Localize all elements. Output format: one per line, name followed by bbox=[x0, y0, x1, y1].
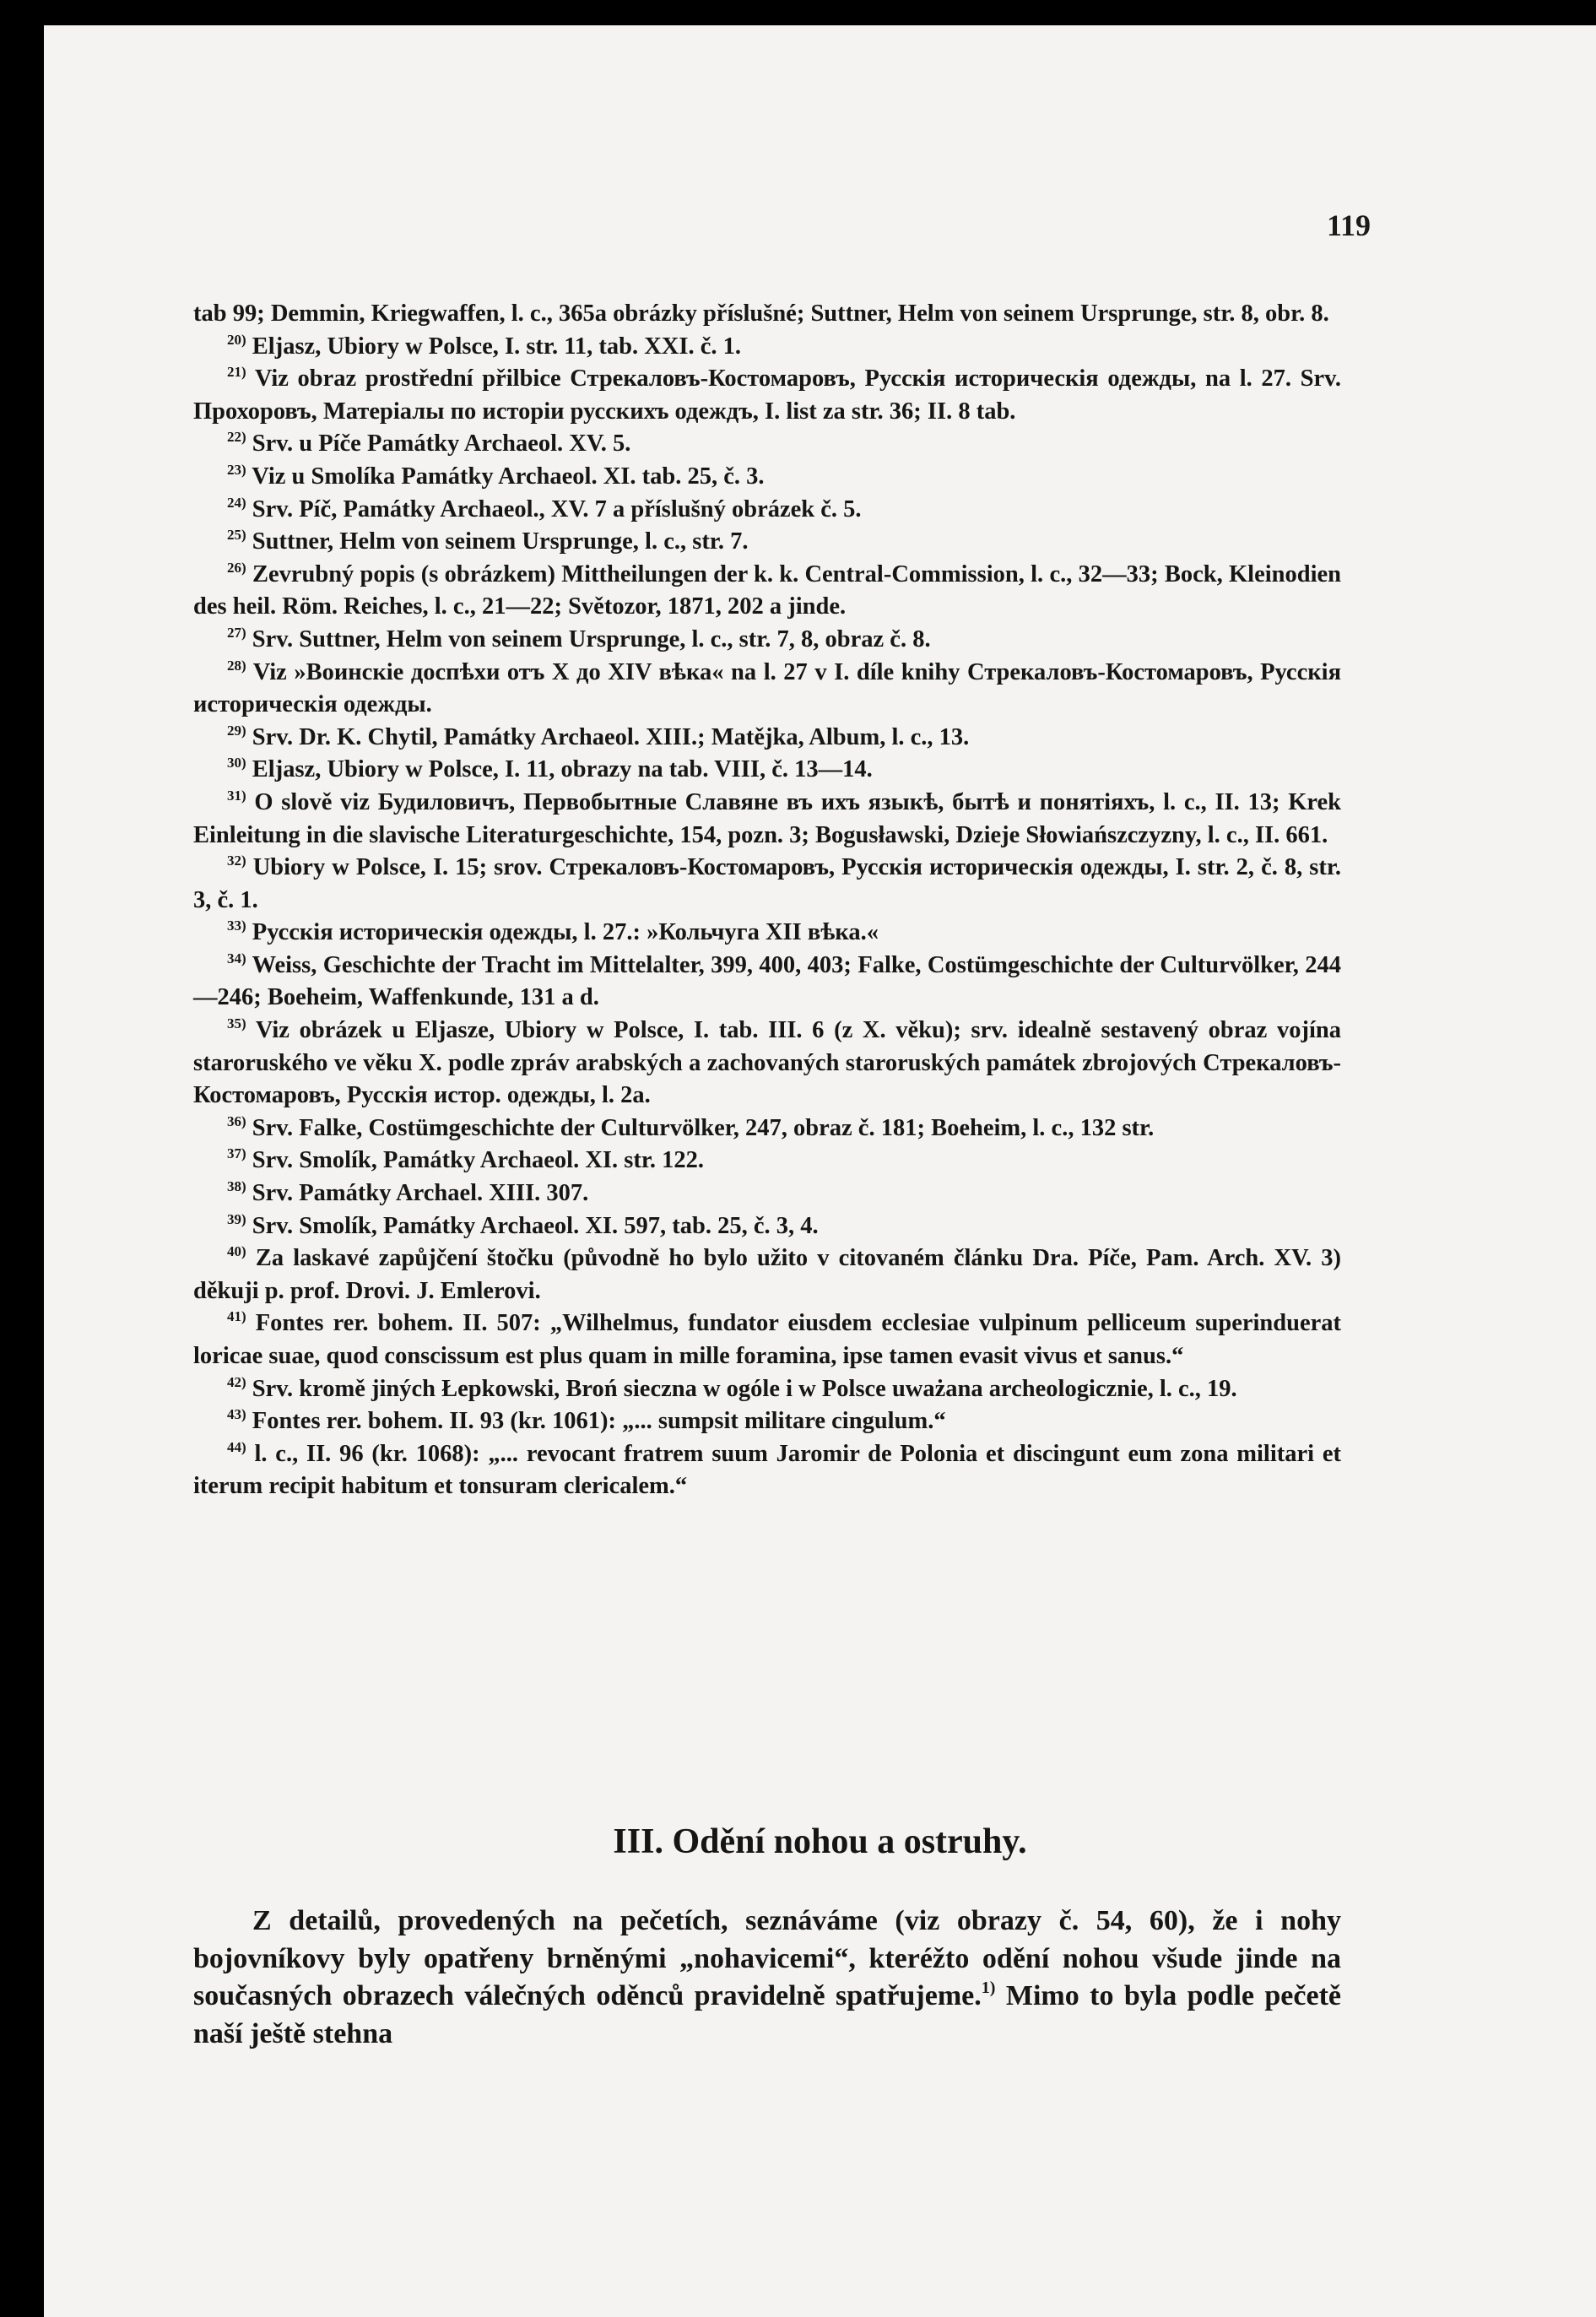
footnote-mark: 24) bbox=[227, 494, 246, 511]
footnote bbox=[193, 1177, 1341, 1210]
footnote-text: tab 99; Demmin, Kriegwaffen, l. c., 365a obrázky příslušné; Suttner, Helm von seinem Ursprunge, str. 8, obr. 8. bbox=[193, 300, 1329, 327]
page-number: 119 bbox=[1327, 208, 1371, 242]
footnote-mark: 21) bbox=[227, 364, 246, 381]
footnote bbox=[193, 1405, 1341, 1438]
body-paragraph-end: Mimo to byla podle pečetě naší ještě stehna bbox=[193, 1980, 1341, 2049]
footnote bbox=[193, 526, 1341, 559]
footnote bbox=[193, 657, 1341, 722]
body-paragraph bbox=[193, 1903, 1341, 2053]
footnote-text: Srv. Píč, Památky Archaeol., XV. 7 a příslušný obrázek č. 5. bbox=[252, 495, 862, 522]
footnote bbox=[193, 494, 1341, 527]
footnote-text: Ubiory w Polsce, I. 15; srov. Стрекаловъ-Костомаровъ, Русскія историческія одежды, I. str. 2, č. 8, str. 3, č. 1. bbox=[193, 854, 1341, 913]
footnote-mark: 25) bbox=[227, 527, 246, 544]
footnote bbox=[193, 1373, 1341, 1406]
footnote-mark: 33) bbox=[227, 918, 246, 934]
footnote bbox=[193, 1438, 1341, 1503]
footnote-text: Viz u Smolíka Památky Archaeol. XI. tab. 25, č. 3. bbox=[252, 463, 765, 490]
footnote bbox=[193, 1015, 1341, 1112]
footnote bbox=[193, 624, 1341, 657]
footnote-text: Zevrubný popis (s obrázkem) Mittheilungen der k. k. Central-Commission, l. c., 32—33; Bock, Kleinodien des heil. Röm. Reiches, l. c., 21—22; Světozor, 1871, 202 a jinde. bbox=[193, 560, 1342, 620]
footnote-text: Viz obrázek u Eljasze, Ubiory w Polsce, I. tab. III. 6 (z X. věku); srv. idealně sestavený obraz vojína staroruského ve věku X. podle zpráv arabských a zachovaných staroruských památek zbrojových Стрекаловъ-Костомаровъ, Русскія истор. одежды, l. 2a. bbox=[193, 1017, 1341, 1109]
footnote-mark: 26) bbox=[227, 559, 246, 576]
footnote-mark: 22) bbox=[227, 429, 246, 446]
footnote-mark: 38) bbox=[227, 1178, 246, 1195]
footnote-mark: 28) bbox=[227, 657, 246, 674]
footnote bbox=[193, 787, 1341, 852]
footnote bbox=[193, 852, 1341, 917]
footnote-mark: 43) bbox=[227, 1406, 246, 1423]
footnote-text: Srv. Smolík, Památky Archaeol. XI. str. 122. bbox=[252, 1147, 704, 1174]
footnote-mark: 40) bbox=[227, 1243, 246, 1260]
footnote-mark: 27) bbox=[227, 624, 246, 641]
footnote-mark: 41) bbox=[227, 1308, 246, 1325]
footnote-text: Srv. kromě jiných Łepkowski, Broń sieczna w ogóle i w Polsce uważana archeologicznie, l. c., 19. bbox=[252, 1375, 1237, 1402]
footnote bbox=[193, 559, 1341, 624]
footnote-mark: 30) bbox=[227, 755, 246, 771]
footnote-text: Srv. u Píče Památky Archaeol. XV. 5. bbox=[252, 430, 631, 457]
footnote-text: Srv. Falke, Costümgeschichte der Culturvölker, 247, obraz č. 181; Boeheim, l. c., 132 str. bbox=[252, 1114, 1155, 1141]
footnote bbox=[193, 428, 1341, 461]
footnote bbox=[193, 331, 1341, 364]
footnote bbox=[193, 722, 1341, 755]
footnote-mark: 39) bbox=[227, 1210, 246, 1227]
footnote bbox=[193, 1210, 1341, 1243]
footnote-text: Fontes rer. bohem. II. 507: „Wilhelmus, fundator eiusdem ecclesiae vulpinum pelliceum superinduerat loricae suae, quod conscissum est plus quam in mille foramina, ipse tamen evasit vivus et sanus.“ bbox=[193, 1310, 1342, 1369]
footnote-text: Eljasz, Ubiory w Polsce, I. 11, obrazy na tab. VIII, č. 13—14. bbox=[252, 756, 873, 783]
footnote-mark: 29) bbox=[227, 722, 246, 739]
footnote bbox=[193, 754, 1341, 787]
footnote bbox=[193, 917, 1341, 950]
footnote-mark: 37) bbox=[227, 1145, 246, 1162]
footnote-text: Eljasz, Ubiory w Polsce, I. str. 11, tab. XXI. č. 1. bbox=[252, 333, 742, 360]
footnotes-block bbox=[193, 298, 1341, 1503]
body-text bbox=[193, 1903, 1341, 2053]
footnote-mark: 23) bbox=[227, 461, 246, 478]
footnote-mark: 36) bbox=[227, 1112, 246, 1129]
footnote-text: Srv. Smolík, Památky Archaeol. XI. 597, tab. 25, č. 3, 4. bbox=[252, 1212, 819, 1239]
footnote bbox=[193, 1112, 1341, 1145]
footnote-text: Русскія историческія одежды, l. 27.: »Кольчуга XII вѣка.« bbox=[252, 919, 879, 946]
footnote bbox=[193, 461, 1341, 494]
footnote-mark: 35) bbox=[227, 1015, 246, 1032]
footnote-text: O slově viz Будиловичъ, Первобытные Славяне въ ихъ языкѣ, бытѣ и понятіяхъ, l. c., II. 13; Krek Einleitung in die slavische Literaturgeschichte, 154, pozn. 3; Bogusławski, Dzieje Słowiańszczyzny, l. c., II. 661. bbox=[193, 788, 1342, 848]
section-title: III. Odění nohou a ostruhy. bbox=[613, 1822, 1027, 1861]
footnote-text: Fontes rer. bohem. II. 93 (kr. 1061): „... sumpsit militare cingulum.“ bbox=[252, 1408, 946, 1435]
body-paragraph-text: Z detailů, provedených na pečetích, seznáváme (viz obrazy č. 54, 60), že i nohy bojovníkovy byly opatřeny brněnými „nohavicemi“, kteréžto odění nohou všude jinde na současných obrazech válečných oděnců pravidelně spatřujeme. bbox=[193, 1905, 1341, 2011]
page-sheet bbox=[44, 25, 1596, 2317]
footnote-text: Srv. Suttner, Helm von seinem Ursprunge, l. c., str. 7, 8, obraz č. 8. bbox=[252, 625, 931, 652]
body-footnote-mark: 1) bbox=[981, 1979, 996, 1997]
footnote bbox=[193, 1307, 1341, 1372]
footnote-text: Suttner, Helm von seinem Ursprunge, l. c., str. 7. bbox=[252, 528, 749, 555]
footnote-text: Za laskavé zapůjčení štočku (původně ho bylo užito v citovaném článku Dra. Píče, Pam. Arch. XV. 3) děkuji p. prof. Drovi. J. Emlerovi. bbox=[193, 1245, 1342, 1304]
footnote-text: l. c., II. 96 (kr. 1068): „... revocant fratrem suum Jaromir de Polonia et discingunt eum zona militari et iterum recipit habitum et tonsuram clericalem.“ bbox=[193, 1440, 1342, 1500]
footnote-mark: 42) bbox=[227, 1373, 246, 1390]
footnote bbox=[193, 950, 1341, 1015]
footnote bbox=[193, 298, 1341, 331]
footnote bbox=[193, 363, 1341, 428]
footnote-mark: 44) bbox=[227, 1438, 246, 1455]
footnote-mark: 20) bbox=[227, 331, 246, 348]
footnote-text: Viz obraz prostřední přilbice Стрекаловъ-Костомаровъ, Русскія историческія одежды, na l. 27. Srv. Прохоровъ, Матеріалы по исторіи русскихъ одеждъ, I. list za str. 36; II. 8 tab. bbox=[193, 365, 1341, 425]
footnote bbox=[193, 1242, 1341, 1307]
footnote-text: Srv. Dr. K. Chytil, Památky Archaeol. XIII.; Matějka, Album, l. c., 13. bbox=[252, 723, 970, 750]
footnote-mark: 32) bbox=[227, 853, 246, 869]
footnote bbox=[193, 1145, 1341, 1177]
footnote-text: Weiss, Geschichte der Tracht im Mittelalter, 399, 400, 403; Falke, Costümgeschichte der Culturvölker, 244—246; Boeheim, Waffenkunde, 131 a d. bbox=[193, 951, 1341, 1011]
footnote-text: Viz »Воинскіе доспѣхи отъ X до XIV вѣка« na l. 27 v I. díle knihy Стрекаловъ-Костомаровъ, Русскія историческія одежды. bbox=[193, 658, 1341, 718]
footnote-mark: 34) bbox=[227, 950, 246, 966]
footnote-mark: 31) bbox=[227, 787, 246, 804]
footnote-text: Srv. Památky Archael. XIII. 307. bbox=[252, 1180, 589, 1207]
